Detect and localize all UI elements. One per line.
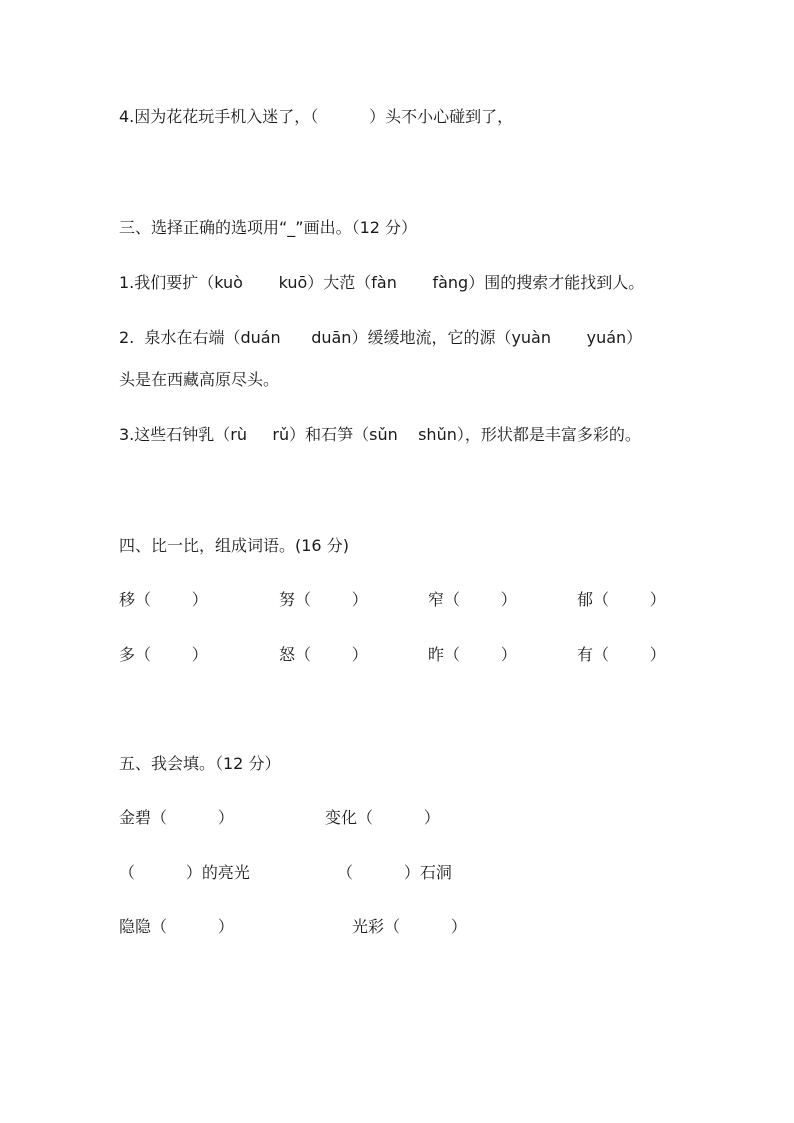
section-4-title: 四、比一比，组成词语。(16 分) (119, 536, 349, 555)
fill-blank: 变化（ ） (325, 808, 440, 827)
section-3-item-2-line-1: 2. 泉水在右端（duán duān）缓缓地流，它的源（yuàn yuán） (119, 328, 643, 347)
fill-blank: （ ）石洞 (337, 863, 452, 882)
word-blank: 努（ ） (279, 590, 368, 609)
fill-blank: 金碧（ ） (119, 808, 234, 827)
question-4: 4.因为花花玩手机入迷了，（ ）头不小心碰到了， (119, 107, 514, 126)
section-3-title: 三、选择正确的选项用“_”画出。（12 分） (119, 218, 418, 237)
word-blank: 有（ ） (577, 645, 666, 664)
word-blank: 怒（ ） (279, 645, 368, 664)
fill-blank: （ ）的亮光 (119, 863, 250, 882)
word-blank: 郁（ ） (577, 590, 666, 609)
section-3-item-3: 3.这些石钟乳（rù rǔ）和石笋（sǔn shǔn），形状都是丰富多彩的。 (119, 425, 641, 444)
section-3-item-1: 1.我们要扩（kuò kuō）大范（fàn fàng）围的搜索才能找到人。 (119, 273, 645, 292)
section-5-title: 五、我会填。（12 分） (119, 754, 281, 773)
fill-blank: 隐隐（ ） (119, 917, 234, 936)
fill-blank: 光彩（ ） (352, 917, 467, 936)
section-3-item-2-line-2: 头是在西藏高原尽头。 (119, 370, 280, 389)
word-blank: 移（ ） (119, 590, 208, 609)
word-blank: 多（ ） (119, 645, 208, 664)
word-blank: 昨（ ） (428, 645, 517, 664)
word-blank: 窄（ ） (428, 590, 517, 609)
